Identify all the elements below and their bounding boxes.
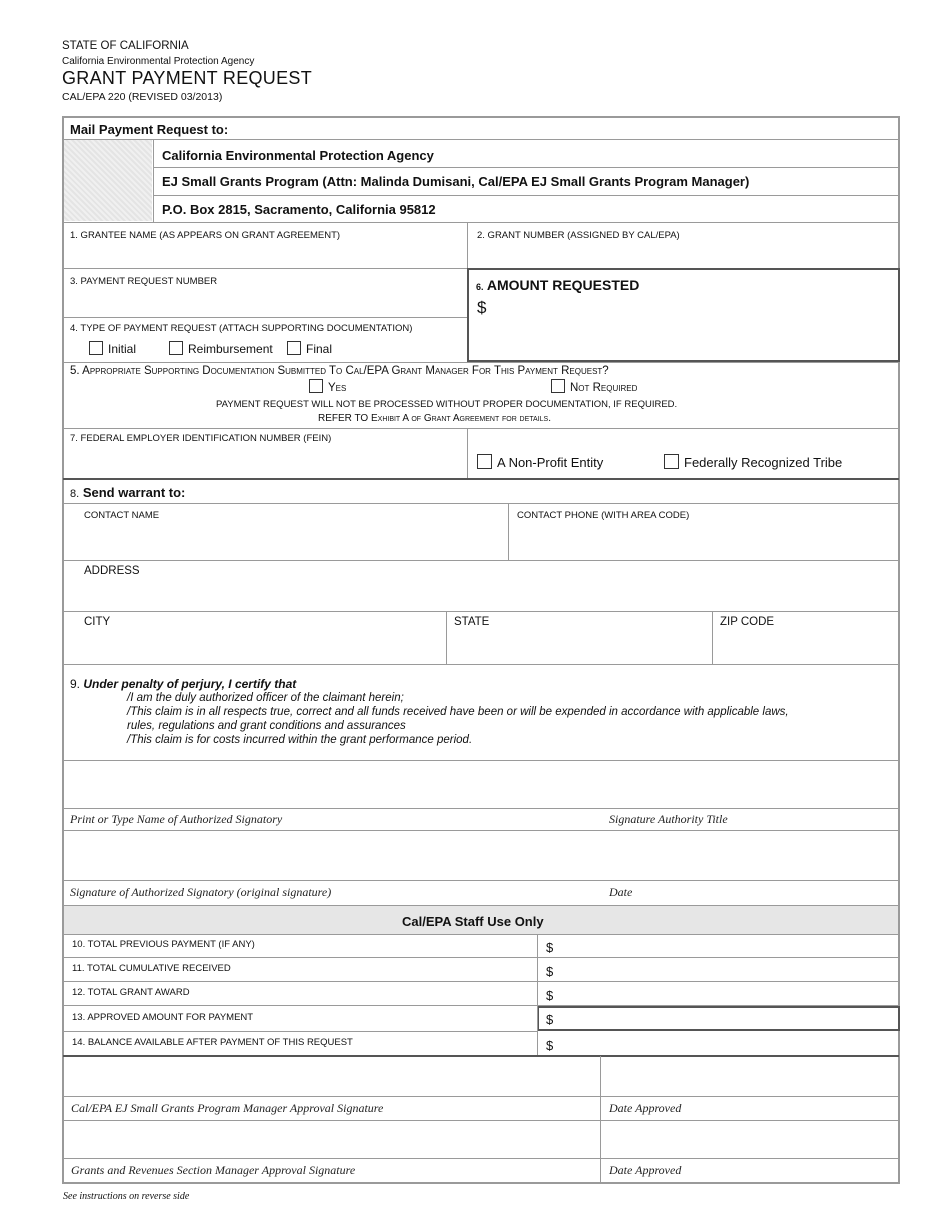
contact-phone-input[interactable] xyxy=(512,524,896,556)
docs-note-2: REFER TO Exhibit A of Grant Agreement for details. xyxy=(318,413,551,424)
staff-row-11: 11. TOTAL CUMULATIVE RECEIVED xyxy=(72,963,231,974)
section-signature-label: Grants and Revenues Section Manager Approval Signature xyxy=(71,1163,356,1177)
staff-row-10: 10. TOTAL PREVIOUS PAYMENT (IF ANY) xyxy=(72,939,255,950)
signature-input[interactable] xyxy=(66,832,896,878)
staff-heading: Cal/EPA Staff Use Only xyxy=(402,914,544,929)
amount-requested-number: 6. xyxy=(476,282,484,292)
manager-signature-label: Cal/EPA EJ Small Grants Program Manager Approval Signature xyxy=(71,1101,384,1115)
tribe-label: Federally Recognized Tribe xyxy=(684,455,843,470)
yes-label: Yes xyxy=(328,382,347,394)
address-input[interactable] xyxy=(80,582,894,608)
staff-row-11-dollar: $ xyxy=(546,964,554,979)
checkbox-not-required[interactable] xyxy=(551,379,637,394)
staff-row-10-dollar: $ xyxy=(546,940,554,955)
certify-heading: Under penalty of perjury, I certify that xyxy=(83,677,297,691)
fein-input[interactable] xyxy=(66,447,464,475)
mail-line-2: EJ Small Grants Program (Attn: Malinda Dumisani, Cal/EPA EJ Small Grants Program Manager) xyxy=(162,174,750,189)
grantee-name-input[interactable] xyxy=(66,244,464,266)
grant-number-input[interactable] xyxy=(470,244,896,266)
manager-signature-input[interactable] xyxy=(66,1058,598,1094)
reimbursement-label: Reimbursement xyxy=(188,342,273,356)
certify-line-3: rules, regulations and grant conditions and assurances xyxy=(127,720,406,732)
zip-input[interactable] xyxy=(716,633,896,661)
mail-line-1: California Environmental Protection Agency xyxy=(162,148,434,163)
contact-phone-label: CONTACT PHONE (WITH AREA CODE) xyxy=(517,510,690,521)
state-input[interactable] xyxy=(450,633,708,661)
mail-stamp-area xyxy=(64,140,152,221)
checkbox-non-profit[interactable] xyxy=(477,454,603,470)
checkbox-initial[interactable] xyxy=(89,341,136,356)
fein-label: 7. FEDERAL EMPLOYER IDENTIFICATION NUMBER (FEIN) xyxy=(70,433,332,444)
warrant-number: 8. xyxy=(70,488,80,500)
address-label: ADDRESS xyxy=(84,565,140,577)
certify-line-1: /I am the duly authorized officer of the claimant herein; xyxy=(127,692,404,704)
non-profit-label: A Non-Profit Entity xyxy=(497,455,604,470)
payment-request-number-label: 3. PAYMENT REQUEST NUMBER xyxy=(70,276,218,287)
not-required-label: Not Required xyxy=(570,382,638,394)
checkbox-tribe[interactable] xyxy=(664,454,842,470)
docs-note-1: PAYMENT REQUEST WILL NOT BE PROCESSED WITHOUT PROPER DOCUMENTATION, IF REQUIRED. xyxy=(216,399,678,410)
payment-type-label: 4. TYPE OF PAYMENT REQUEST (ATTACH SUPPORTING DOCUMENTATION) xyxy=(70,323,413,334)
staff-row-12: 12. TOTAL GRANT AWARD xyxy=(72,987,190,998)
manager-date-label: Date Approved xyxy=(609,1101,682,1115)
staff-row-12-dollar: $ xyxy=(546,988,554,1003)
amount-dollar-sign: $ xyxy=(477,298,487,317)
state-label: STATE xyxy=(454,616,490,628)
section-signature-input[interactable] xyxy=(66,1122,598,1156)
certify-line-4: /This claim is for costs incurred within the grant performance period. xyxy=(127,734,473,746)
staff-row-14-dollar: $ xyxy=(546,1038,554,1053)
footer-note: See instructions on reverse side xyxy=(63,1191,190,1202)
final-label: Final xyxy=(306,342,333,356)
state-label: STATE OF CALIFORNIA xyxy=(62,40,189,52)
grantee-name-label: 1. GRANTEE NAME (AS APPEARS ON GRANT AGREEMENT) xyxy=(70,230,341,241)
zip-label: ZIP CODE xyxy=(720,616,775,628)
manager-date-input[interactable] xyxy=(603,1058,896,1094)
city-label: CITY xyxy=(84,616,111,628)
contact-name-input[interactable] xyxy=(80,524,504,556)
mail-line-3: P.O. Box 2815, Sacramento, California 95812 xyxy=(162,202,436,217)
checkbox-yes[interactable] xyxy=(309,379,346,394)
print-name-label: Print or Type Name of Authorized Signatory xyxy=(70,812,283,826)
payment-request-number-input[interactable] xyxy=(66,290,464,314)
approved-amount-box[interactable] xyxy=(537,1006,900,1031)
mail-heading: Mail Payment Request to: xyxy=(70,122,229,137)
grant-number-label: 2. GRANT NUMBER (ASSIGNED BY CAL/EPA) xyxy=(477,230,680,241)
print-name-input[interactable] xyxy=(66,762,896,806)
signature-label: Signature of Authorized Signatory (original signature) xyxy=(70,885,332,899)
staff-row-13-dollar: $ xyxy=(546,1012,554,1027)
checkbox-final[interactable] xyxy=(287,341,332,356)
contact-name-label: CONTACT NAME xyxy=(84,510,160,521)
amount-requested-title: AMOUNT REQUESTED xyxy=(486,277,640,293)
city-input[interactable] xyxy=(80,633,442,661)
staff-row-14: 14. BALANCE AVAILABLE AFTER PAYMENT OF THIS REQUEST xyxy=(72,1037,353,1048)
date-label: Date xyxy=(609,885,633,899)
staff-row-13: 13. APPROVED AMOUNT FOR PAYMENT xyxy=(72,1012,254,1023)
initial-label: Initial xyxy=(108,342,137,356)
authority-title-label: Signature Authority Title xyxy=(609,812,728,826)
supporting-docs-question: 5. Appropriate Supporting Documentation Submitted To Cal/EPA Grant Manager For This Payment Request? xyxy=(70,365,609,377)
agency-label: California Environmental Protection Agency xyxy=(62,56,255,67)
form-title: GRANT PAYMENT REQUEST xyxy=(62,68,313,88)
checkbox-reimbursement[interactable] xyxy=(169,341,273,356)
certify-line-2: /This claim is in all respects true, correct and all funds received have been or will be expended in accordance with applicable laws, xyxy=(127,706,789,718)
warrant-heading: Send warrant to: xyxy=(82,485,186,500)
form-id: CAL/EPA 220 (REVISED 03/2013) xyxy=(62,91,223,103)
certify-number: 9. xyxy=(70,677,81,691)
section-date-input[interactable] xyxy=(603,1122,896,1156)
section-date-label: Date Approved xyxy=(609,1163,682,1177)
